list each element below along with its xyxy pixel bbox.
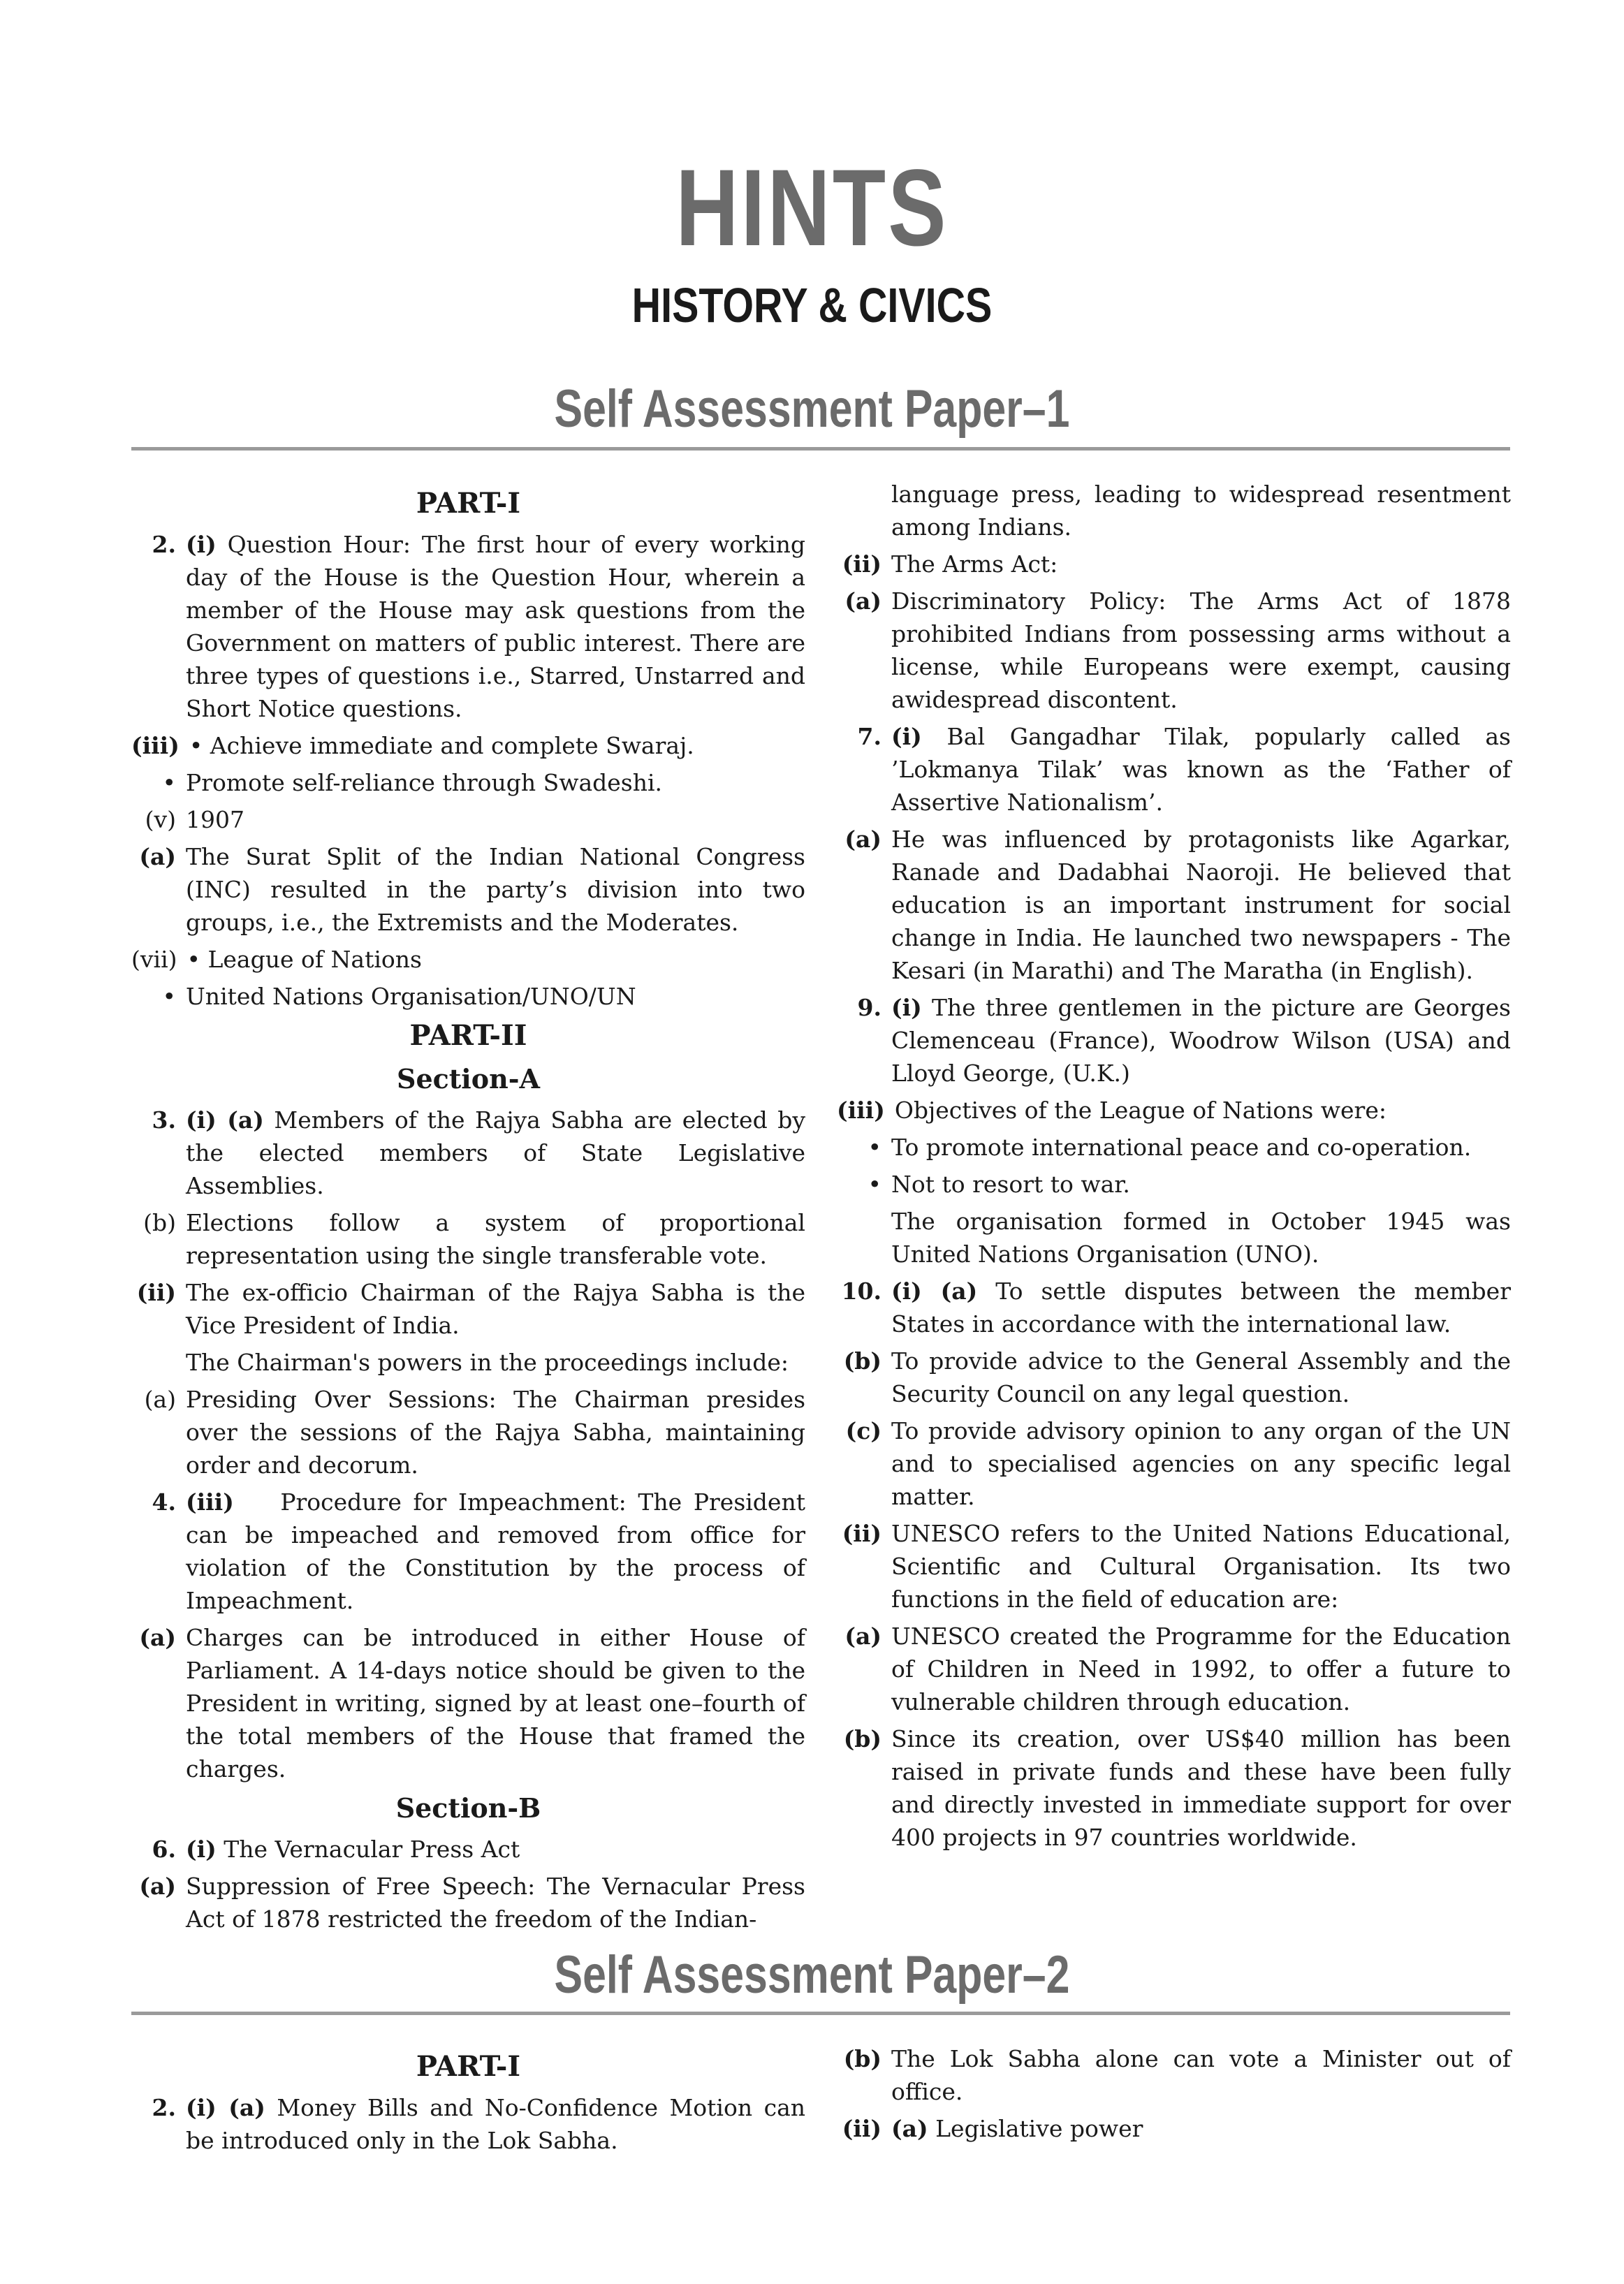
question-number: (v) <box>145 806 176 833</box>
continuation-text: The organisation formed in October 1945 was United Nations Organisation (UNO). <box>891 1208 1511 1268</box>
answer-text <box>891 720 1511 819</box>
answer-text <box>891 2112 1511 2145</box>
answer-body: Bal Gangadhar Tilak, popularly called as ’Lokmanya Tilak’ was known as the ‘Father of Assertive Nationalism’. <box>891 723 1511 816</box>
part1-heading: PART-I <box>416 487 521 520</box>
answer-item <box>131 528 805 725</box>
bullet: • <box>162 983 176 1010</box>
answer-text: The ex-officio Chairman of the Rajya Sabha is the Vice President of India. <box>186 1279 805 1339</box>
answer-item <box>837 2112 1511 2145</box>
paper1-title: Self Assessment Paper–1 <box>554 379 1070 439</box>
answer-text <box>891 991 1511 1090</box>
answer-item <box>837 720 1511 819</box>
answer-body: The Vernacular Press Act <box>224 1836 520 1863</box>
answer-text: He was influenced by protagonists like Agarkar, Ranade and Dadabhai Naoroji. He believed that education is an important instrument for social change in India. He launched two newspapers - The Kesari (in Marathi) and The Maratha (in English). <box>891 826 1511 984</box>
answer-text: UNESCO refers to the United Nations Educational, Scientific and Cultural Organisation. Its two functions in the field of education are: <box>891 1520 1511 1613</box>
question-number: 6. <box>152 1836 176 1863</box>
question-number: 2. <box>152 531 176 558</box>
answer-item <box>837 2042 1511 2108</box>
sub-label: (i) <box>186 531 217 558</box>
sub-label: (i) <box>186 1836 217 1863</box>
answer-item <box>837 1517 1511 1616</box>
subject-heading: HISTORY & CIVICS <box>631 278 993 332</box>
paper1-right-column <box>837 478 1511 1858</box>
bullet: • <box>162 769 176 796</box>
answer-text: Elections follow a system of proportional representation using the single transferable vote. <box>186 1209 805 1269</box>
answer-item <box>131 943 805 976</box>
answer-text: Charges can be introduced in either House of Parliament. A 14-days notice should be given to the President in writing, signed by at least one–fourth of the total members of the House that framed the charges. <box>186 1624 805 1782</box>
answer-text: • Achieve immediate and complete Swaraj. <box>189 732 694 759</box>
answer-body: Question Hour: The first hour of every working day of the House is the Question Hour, wherein a member of the House may ask questions from the Government on matters of public interest. There are three types of questions i.e., Starred, Unstarred and Short Notice questions. <box>186 531 805 722</box>
paper1-left-column <box>131 481 805 1940</box>
answer-item <box>131 766 805 799</box>
answer-text <box>186 2091 805 2157</box>
answer-item <box>837 991 1511 1090</box>
question-number: 10. <box>841 1278 882 1305</box>
question-number: (a) <box>139 1624 176 1651</box>
answer-item <box>131 1276 805 1342</box>
answer-body: Members of the Rajya Sabha are elected by the elected members of State Legislative Assemblies. <box>186 1106 805 1199</box>
sub-label: (iii) <box>186 1488 234 1516</box>
answer-text <box>186 1104 805 1202</box>
question-number: 2. <box>152 2094 176 2121</box>
sub-label: (i) <box>891 723 922 750</box>
question-number: (a) <box>139 1873 176 1900</box>
answer-text <box>186 528 805 725</box>
answer-item <box>837 1722 1511 1854</box>
section-a-heading: Section-A <box>397 1063 540 1095</box>
paper2-right-column <box>837 2042 1511 2149</box>
answer-item <box>837 1620 1511 1718</box>
continuation-text: language press, leading to widespread resentment among Indians. <box>891 481 1511 541</box>
answer-item <box>131 1870 805 1935</box>
sub-label: (a) <box>891 2115 928 2142</box>
question-number: (b) <box>843 1347 882 1375</box>
answer-text: UNESCO created the Programme for the Education of Children in Need in 1992, to offer a future to vulnerable children through education. <box>891 1623 1511 1715</box>
question-number: (ii) <box>842 1520 882 1547</box>
paper1-divider <box>131 447 1510 451</box>
answer-item <box>131 980 805 1013</box>
answer-item <box>837 823 1511 987</box>
question-number: (c) <box>845 1417 882 1444</box>
question-number: 4. <box>152 1488 176 1516</box>
answer-body: Legislative power <box>935 2115 1143 2142</box>
question-number: (ii) <box>842 2115 882 2142</box>
paper2-title: Self Assessment Paper–2 <box>554 1945 1070 2005</box>
sub-label: (i) <box>891 994 922 1021</box>
answer-item <box>837 1414 1511 1513</box>
sub-label: (i) (a) <box>186 2094 265 2121</box>
answer-text: Promote self-reliance through Swadeshi. <box>186 769 663 796</box>
continuation-text: The Chairman's powers in the proceedings include: <box>186 1349 789 1376</box>
answer-item <box>131 1833 805 1866</box>
question-number: 3. <box>152 1106 176 1134</box>
bullet: • <box>868 1134 882 1161</box>
answer-text: United Nations Organisation/UNO/UN <box>186 983 636 1010</box>
question-number: (ii) <box>136 1279 176 1306</box>
question-number: (iii) <box>131 732 180 759</box>
question-number: (a) <box>144 1386 176 1413</box>
answer-text: Suppression of Free Speech: The Vernacular Press Act of 1878 restricted the freedom of the Indian- <box>186 1873 805 1933</box>
answer-text: 1907 <box>186 806 244 833</box>
answer-item <box>131 1104 805 1202</box>
answer-item <box>131 803 805 836</box>
question-number: 7. <box>857 723 882 750</box>
answer-text: Objectives of the League of Nations were: <box>894 1097 1387 1124</box>
question-number: (a) <box>844 826 882 853</box>
question-number: (b) <box>143 1209 176 1236</box>
bullet: • <box>868 1171 882 1198</box>
answer-text <box>186 1833 805 1866</box>
answer-item <box>131 1621 805 1785</box>
answer-item <box>837 1345 1511 1410</box>
answer-item <box>837 1168 1511 1201</box>
answer-item <box>131 840 805 939</box>
answer-item <box>837 585 1511 716</box>
hints-heading: HINTS <box>675 147 949 269</box>
paper2-divider <box>131 2012 1510 2015</box>
answer-text: To provide advice to the General Assembly and the Security Council on any legal question. <box>891 1347 1511 1407</box>
answer-text: The Lok Sabha alone can vote a Minister out of office. <box>891 2045 1511 2105</box>
answer-item <box>837 548 1511 580</box>
answer-text: To promote international peace and co-operation. <box>891 1134 1472 1161</box>
question-number: (b) <box>843 1725 882 1752</box>
answer-item <box>131 2091 805 2157</box>
answer-item <box>837 1094 1511 1127</box>
question-number: (iii) <box>837 1097 885 1124</box>
answer-item <box>131 1486 805 1617</box>
sub-label: (i) (a) <box>186 1106 264 1134</box>
question-number: (a) <box>139 843 176 870</box>
answer-item <box>131 1383 805 1481</box>
answer-text: Discriminatory Policy: The Arms Act of 1878 prohibited Indians from possessing arms without a license, while Europeans were exempt, causing awidespread discontent. <box>891 587 1511 713</box>
answer-text: To provide advisory opinion to any organ of the UN and to specialised agencies on any specific legal matter. <box>891 1417 1511 1510</box>
sub-label: (i) (a) <box>891 1278 978 1305</box>
question-number: (vii) <box>131 946 177 973</box>
answer-text <box>891 1275 1511 1340</box>
question-number: (ii) <box>842 550 882 578</box>
answer-text <box>186 1486 805 1617</box>
question-number: 9. <box>857 994 882 1021</box>
part2-heading: PART-II <box>409 1019 527 1052</box>
answer-text: The Surat Split of the Indian National Congress (INC) resulted in the party’s division into two groups, i.e., the Extremists and the Moderates. <box>186 843 805 936</box>
question-number: (a) <box>844 587 882 615</box>
part1-heading: PART-I <box>416 2050 521 2083</box>
answer-text: Since its creation, over US$40 million has been raised in private funds and these have been fully and directly invested in immediate support for over 400 projects in 97 countries worldwide. <box>891 1725 1511 1851</box>
answer-item <box>837 1275 1511 1340</box>
section-b-heading: Section-B <box>395 1792 541 1824</box>
question-number: (b) <box>843 2045 882 2072</box>
answer-body: Procedure for Impeachment: The President can be impeached and removed from office for violation of the Constitution by the process of Impeachment. <box>186 1488 805 1614</box>
paper2-left-column <box>131 2044 805 2161</box>
answer-text: Presiding Over Sessions: The Chairman presides over the sessions of the Rajya Sabha, maintaining order and decorum. <box>186 1386 805 1479</box>
answer-item <box>837 1131 1511 1164</box>
answer-item <box>131 729 805 762</box>
answer-text: Not to resort to war. <box>891 1171 1130 1198</box>
answer-body: To settle disputes between the member States in accordance with the international law. <box>891 1278 1511 1338</box>
answer-text: The Arms Act: <box>891 550 1058 578</box>
answer-body: Money Bills and No-Confidence Motion can be introduced only in the Lok Sabha. <box>186 2094 805 2154</box>
answer-body: The three gentlemen in the picture are Georges Clemenceau (France), Woodrow Wilson (USA) and Lloyd George, (U.K.) <box>891 994 1511 1087</box>
question-number: (a) <box>844 1623 882 1650</box>
answer-text: • League of Nations <box>186 946 422 973</box>
answer-item <box>131 1206 805 1272</box>
